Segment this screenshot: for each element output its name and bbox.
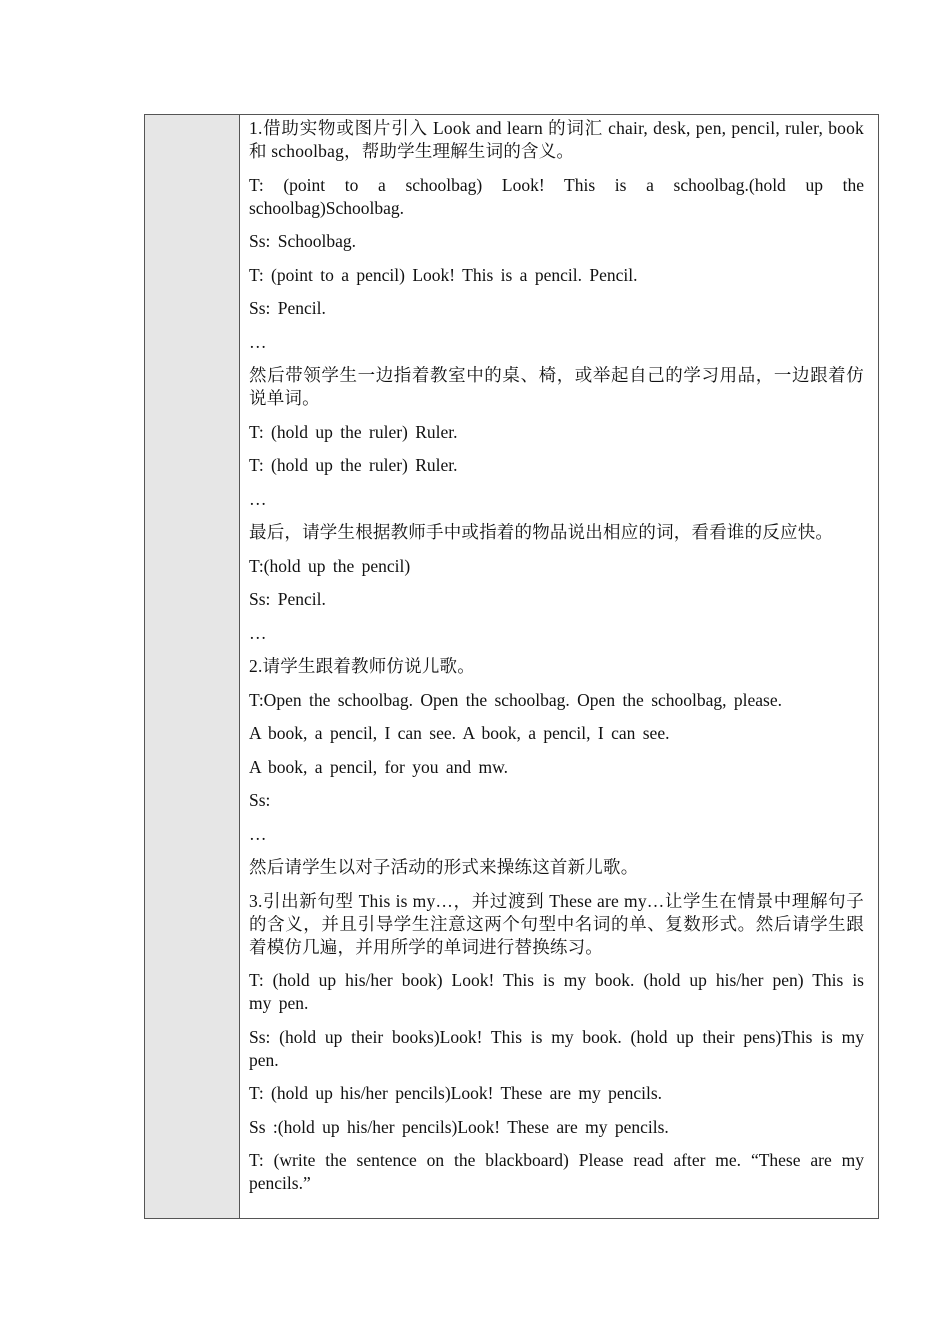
activity-content-cell [240,115,878,1218]
step-3-intro: 3.引出新句型 This is my…，并过渡到 These are my…让学生在情景中理解句子的含义，并且引导学生注意这两个句型中名词的单、复数形式。然后请学生跟着模仿几遍，并用所学的单词进行替换练习。 [249,890,864,957]
dialogue-line: T: (hold up the ruler) Ruler. [249,421,458,442]
dialogue-line: Ss :(hold up his/her pencils)Look! These are my pencils. [249,1116,669,1137]
stage-column-cell [145,115,240,1218]
step-2-intro: 2.请学生跟着教师仿说儿歌。 [249,656,475,676]
dialogue-line: Ss: (hold up their books)Look! This is my book. (hold up their pens)This is my pen. [249,1026,864,1070]
dialogue-line: T: (hold up his/her book) Look! This is my book. (hold up his/her pen) This is my pen. [249,970,864,1013]
instruction-paragraph: 然后带领学生一边指着教室中的桌、椅，或举起自己的学习用品，一边跟着仿说单词。 [249,365,864,408]
dialogue-line: T: (point to a schoolbag) Look! This is a schoolbag.(hold up the schoolbag)Schoolbag. [249,174,864,218]
dialogue-line: Ss: Pencil. [249,589,326,609]
step-1-intro: 1.借助实物或图片引入 Look and learn 的词汇 chair, desk, pen, pencil, ruler, book 和 schoolbag，帮助学生理解生词的含义。 [249,118,864,161]
chant-line: T:Open the schoolbag. Open the schoolbag. Open the schoolbag, please. [249,689,783,710]
dialogue-line: Ss: [249,790,271,810]
ellipsis-line: … [249,622,268,643]
chant-line: A book, a pencil, I can see. A book, a pencil, I can see. [249,723,670,743]
dialogue-line: T: (hold up the ruler) Ruler. [249,455,458,475]
dialogue-line: T:(hold up the pencil) [249,555,411,576]
dialogue-line: Ss: Schoolbag. [249,231,357,251]
instruction-paragraph: 然后请学生以对子活动的形式来操练这首新儿歌。 [249,857,639,877]
dialogue-line: T: (hold up his/her pencils)Look! These are my pencils. [249,1083,663,1103]
dialogue-line: Ss: Pencil. [249,298,326,318]
ellipsis-line: … [249,331,268,352]
ellipsis-line: … [249,823,268,844]
dialogue-line: T: (write the sentence on the blackboard) Please read after me. “These are my pencils.” [249,1150,864,1193]
chant-line: A book, a pencil, for you and mw. [249,756,508,777]
instruction-paragraph: 最后，请学生根据教师手中或指着的物品说出相应的词，看看谁的反应快。 [249,522,834,542]
dialogue-line: T: (point to a pencil) Look! This is a pencil. Pencil. [249,264,638,285]
ellipsis-line: … [249,488,268,509]
lesson-table [144,114,879,1219]
